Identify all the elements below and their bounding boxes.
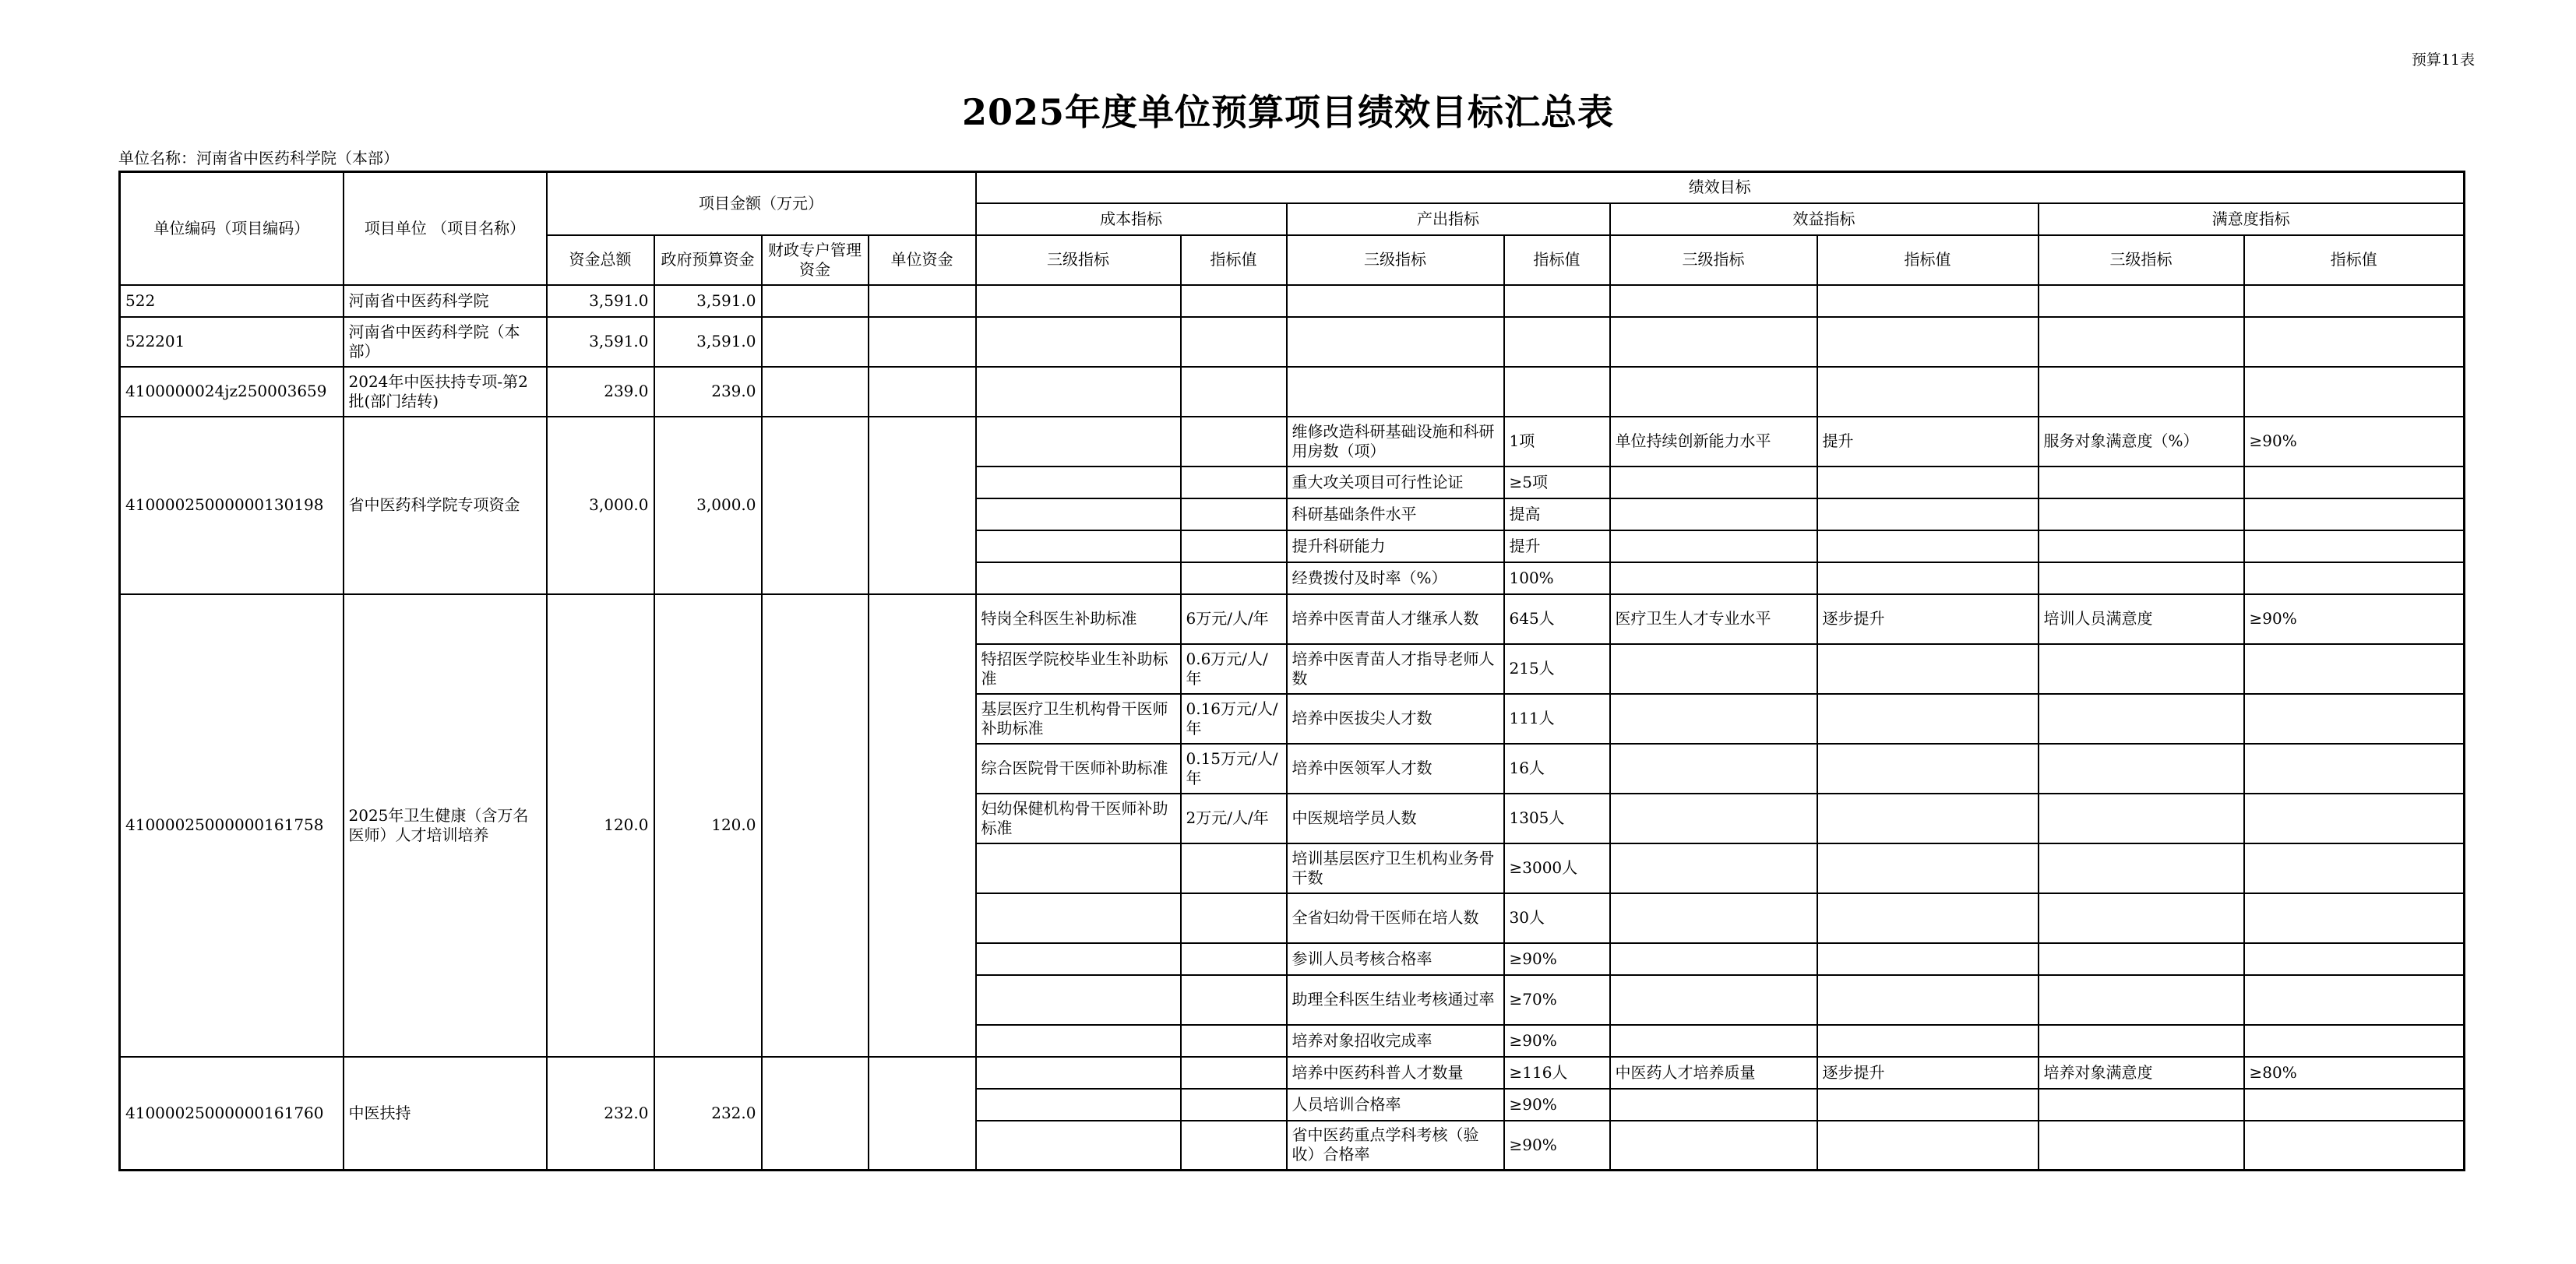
output-indicator-cell: 培养中医青苗人才继承人数 <box>1287 594 1504 644</box>
output-indicator-cell: 科研基础条件水平 <box>1287 498 1504 530</box>
header-output-level3: 三级指标 <box>1287 235 1504 285</box>
header-gov-budget: 政府预算资金 <box>654 235 762 285</box>
benefit-indicator-cell: 医疗卫生人才专业水平 <box>1610 594 1817 644</box>
output-indicator-cell: 培训基层医疗卫生机构业务骨干数 <box>1287 843 1504 893</box>
output-value-cell: ≥90% <box>1504 1025 1610 1057</box>
total-funds-cell: 3,591.0 <box>547 285 654 317</box>
output-indicator-cell: 人员培训合格率 <box>1287 1089 1504 1121</box>
total-funds-cell: 232.0 <box>547 1057 654 1171</box>
project-name-cell: 2024年中医扶持专项-第2批(部门结转) <box>344 367 547 417</box>
output-value-cell: 111人 <box>1504 694 1610 744</box>
unit-code-cell: 4100000024jz250003659 <box>120 367 344 417</box>
output-value-cell: ≥3000人 <box>1504 843 1610 893</box>
benefit-value-cell: 逐步提升 <box>1817 1057 2039 1089</box>
header-total-funds: 资金总额 <box>547 235 654 285</box>
output-indicator-cell: 重大攻关项目可行性论证 <box>1287 467 1504 498</box>
output-value-cell: 1305人 <box>1504 794 1610 843</box>
output-indicator-cell: 培养中医拔尖人才数 <box>1287 694 1504 744</box>
cost-value-cell: 2万元/人/年 <box>1181 794 1287 843</box>
unit-code-cell: 41000025000000161760 <box>120 1057 344 1171</box>
table-row <box>120 285 2465 317</box>
benefit-indicator-cell: 中医药人才培养质量 <box>1610 1057 1817 1089</box>
output-value-cell: 1项 <box>1504 417 1610 467</box>
benefit-value-cell: 逐步提升 <box>1817 594 2039 644</box>
total-funds-cell: 3,000.0 <box>547 417 654 594</box>
header-unit-funds: 单位资金 <box>869 235 976 285</box>
gov-budget-cell: 3,000.0 <box>654 417 762 594</box>
header-cost-value: 指标值 <box>1181 235 1287 285</box>
output-value-cell: ≥116人 <box>1504 1057 1610 1089</box>
satisfaction-value-cell: ≥90% <box>2244 417 2465 467</box>
table-row <box>120 417 2465 467</box>
output-indicator-cell: 全省妇幼骨干医师在培人数 <box>1287 893 1504 943</box>
form-number: 预算11表 <box>2411 51 2475 69</box>
output-indicator-cell: 经费拨付及时率（%） <box>1287 562 1504 594</box>
header-output-group: 产出指标 <box>1287 203 1610 235</box>
cost-indicator-cell: 基层医疗卫生机构骨干医师补助标准 <box>976 694 1181 744</box>
project-name-cell: 省中医药科学院专项资金 <box>344 417 547 594</box>
output-indicator-cell: 提升科研能力 <box>1287 530 1504 562</box>
output-value-cell: ≥90% <box>1504 943 1610 975</box>
header-amount-group: 项目金额（万元） <box>547 172 976 235</box>
cost-value-cell: 0.15万元/人/年 <box>1181 744 1287 794</box>
output-value-cell: 645人 <box>1504 594 1610 644</box>
output-indicator-cell: 中医规培学员人数 <box>1287 794 1504 843</box>
output-indicator-cell: 参训人员考核合格率 <box>1287 943 1504 975</box>
cost-indicator-cell: 特岗全科医生补助标准 <box>976 594 1181 644</box>
output-indicator-cell: 助理全科医生结业考核通过率 <box>1287 975 1504 1025</box>
output-indicator-cell: 省中医药重点学科考核（验收）合格率 <box>1287 1121 1504 1171</box>
header-satisfaction-value: 指标值 <box>2244 235 2465 285</box>
total-funds-cell: 239.0 <box>547 367 654 417</box>
gov-budget-cell: 3,591.0 <box>654 285 762 317</box>
performance-target-table <box>118 171 2465 1171</box>
table-row <box>120 1057 2465 1089</box>
output-indicator-cell: 培养对象招收完成率 <box>1287 1025 1504 1057</box>
output-value-cell: ≥5项 <box>1504 467 1610 498</box>
output-value-cell: 提升 <box>1504 530 1610 562</box>
unit-code-cell: 41000025000000130198 <box>120 417 344 594</box>
table-row <box>120 317 2465 367</box>
output-value-cell: 16人 <box>1504 744 1610 794</box>
satisfaction-value-cell: ≥80% <box>2244 1057 2465 1089</box>
output-value-cell: ≥90% <box>1504 1121 1610 1171</box>
header-benefit-group: 效益指标 <box>1610 203 2039 235</box>
benefit-value-cell: 提升 <box>1817 417 2039 467</box>
benefit-indicator-cell: 单位持续创新能力水平 <box>1610 417 1817 467</box>
cost-indicator-cell: 综合医院骨干医师补助标准 <box>976 744 1181 794</box>
header-cost-level3: 三级指标 <box>976 235 1181 285</box>
gov-budget-cell: 232.0 <box>654 1057 762 1171</box>
output-value-cell: 提高 <box>1504 498 1610 530</box>
unit-code-cell: 41000025000000161758 <box>120 594 344 1057</box>
header-cost-group: 成本指标 <box>976 203 1287 235</box>
output-indicator-cell: 维修改造科研基础设施和科研用房数（项） <box>1287 417 1504 467</box>
output-value-cell: 215人 <box>1504 644 1610 694</box>
unit-code-cell: 522201 <box>120 317 344 367</box>
gov-budget-cell: 239.0 <box>654 367 762 417</box>
satisfaction-indicator-cell: 培训人员满意度 <box>2039 594 2244 644</box>
header-unit-code: 单位编码（项目编码） <box>120 172 344 285</box>
header-special-account: 财政专户管理资金 <box>762 235 869 285</box>
satisfaction-indicator-cell: 培养对象满意度 <box>2039 1057 2244 1089</box>
project-name-cell: 河南省中医药科学院（本部） <box>344 317 547 367</box>
output-indicator-cell: 培养中医青苗人才指导老师人数 <box>1287 644 1504 694</box>
output-value-cell: 100% <box>1504 562 1610 594</box>
output-value-cell: 30人 <box>1504 893 1610 943</box>
header-benefit-level3: 三级指标 <box>1610 235 1817 285</box>
page-title: 2025年度单位预算项目绩效目标汇总表 <box>961 91 1615 133</box>
cost-value-cell: 6万元/人/年 <box>1181 594 1287 644</box>
header-satisfaction-group: 满意度指标 <box>2039 203 2465 235</box>
cost-indicator-cell: 妇幼保健机构骨干医师补助标准 <box>976 794 1181 843</box>
gov-budget-cell: 120.0 <box>654 594 762 1057</box>
output-indicator-cell: 培养中医药科普人才数量 <box>1287 1057 1504 1089</box>
cost-indicator-cell: 特招医学院校毕业生补助标准 <box>976 644 1181 694</box>
project-name-cell: 中医扶持 <box>344 1057 547 1171</box>
project-name-cell: 河南省中医药科学院 <box>344 285 547 317</box>
output-value-cell: ≥70% <box>1504 975 1610 1025</box>
satisfaction-value-cell: ≥90% <box>2244 594 2465 644</box>
total-funds-cell: 120.0 <box>547 594 654 1057</box>
unit-name-label: 单位名称：河南省中医药科学院（本部） <box>118 149 399 167</box>
header-project-unit: 项目单位 （项目名称） <box>344 172 547 285</box>
header-benefit-value: 指标值 <box>1817 235 2039 285</box>
project-name-cell: 2025年卫生健康（含万名医师）人才培训培养 <box>344 594 547 1057</box>
header-performance-group: 绩效目标 <box>976 172 2465 203</box>
header-output-value: 指标值 <box>1504 235 1610 285</box>
gov-budget-cell: 3,591.0 <box>654 317 762 367</box>
unit-code-cell: 522 <box>120 285 344 317</box>
total-funds-cell: 3,591.0 <box>547 317 654 367</box>
table-row <box>120 367 2465 417</box>
cost-value-cell: 0.16万元/人/年 <box>1181 694 1287 744</box>
cost-value-cell: 0.6万元/人/年 <box>1181 644 1287 694</box>
output-indicator-cell: 培养中医领军人才数 <box>1287 744 1504 794</box>
table-row <box>120 594 2465 644</box>
output-value-cell: ≥90% <box>1504 1089 1610 1121</box>
satisfaction-indicator-cell: 服务对象满意度（%） <box>2039 417 2244 467</box>
header-satisfaction-level3: 三级指标 <box>2039 235 2244 285</box>
